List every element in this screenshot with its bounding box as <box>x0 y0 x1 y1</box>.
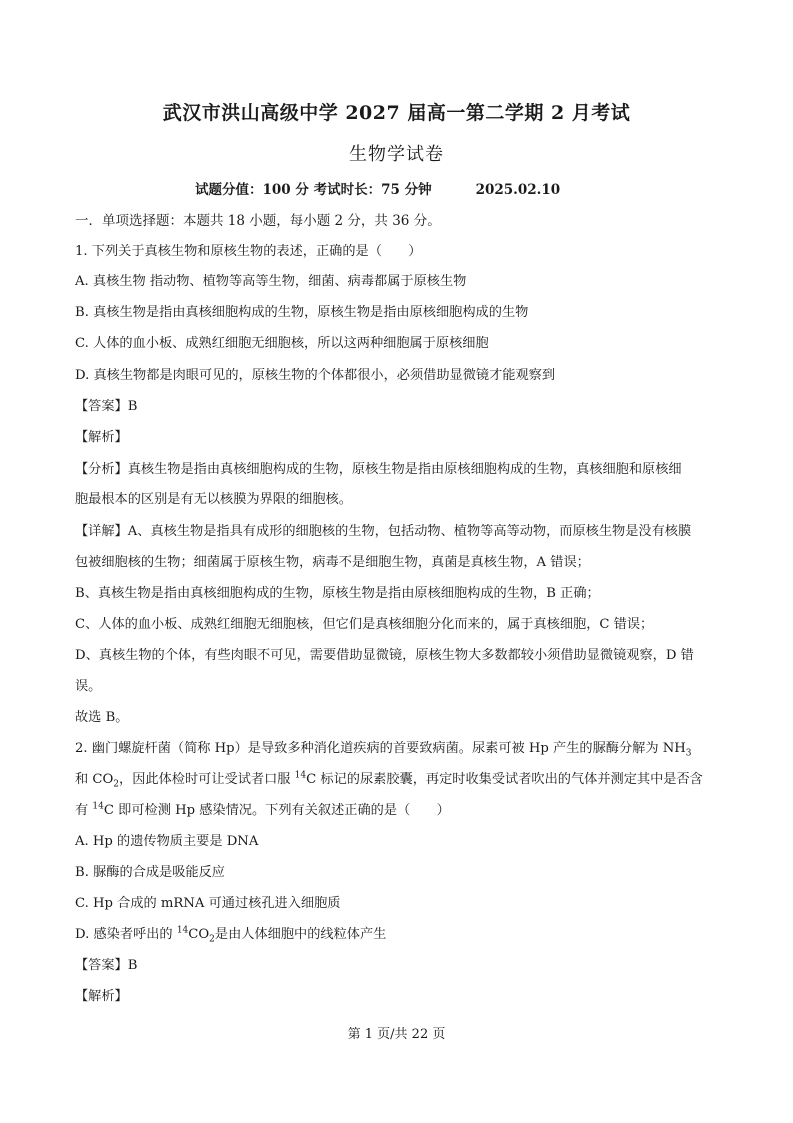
q1-option-b: B. 真核生物是指由真核细胞构成的生物，原核生物是指由原核细胞构成的生物 <box>75 305 529 320</box>
q1-conclusion: 故选 B。 <box>75 710 129 725</box>
q1-fenxi-line2: 胞最根本的区别是有无以核膜为界限的细胞核。 <box>75 492 352 507</box>
score-duration: 试题分值：100 分 考试时长：75 分钟 <box>195 182 432 198</box>
exam-subtitle: 生物学试卷 <box>349 144 444 165</box>
exam-info <box>195 178 560 198</box>
q1-analysis-label: 【解析】 <box>75 430 128 445</box>
q1-stem: 1. 下列关于真核生物和原核生物的表述，正确的是（ ） <box>75 244 422 259</box>
q1-option-a: A. 真核生物 指动物、植物等高等生物，细菌、病毒都属于原核生物 <box>75 274 467 289</box>
q2-option-c: C. Hp 合成的 mRNA 可通过核孔进入细胞质 <box>75 896 341 911</box>
q1-fenxi-line1: 【分析】真核生物是指由真核细胞构成的生物，原核生物是指由原核细胞构成的生物，真核细胞和原核细 <box>75 462 682 477</box>
q2-analysis-label: 【解析】 <box>75 989 128 1004</box>
q2-answer: 【答案】B <box>75 958 138 973</box>
q1-detail-line2: 包被细胞核的生物；细菌属于原核生物，病毒不是细胞生物，真菌是真核生物，A 错误； <box>75 555 590 570</box>
q1-answer: 【答案】B <box>75 399 138 414</box>
section-heading: 一．单项选择题：本题共 18 小题，每小题 2 分，共 36 分。 <box>75 213 441 229</box>
q1-detail-line1: 【详解】A、真核生物是指具有成形的细胞核的生物，包括动物、植物等高等动物，而原核生物是没有核膜 <box>75 524 692 539</box>
page-footer: 第 1 页/共 22 页 <box>347 1027 446 1042</box>
q1-option-c: C. 人体的血小板、成熟红细胞无细胞核，所以这两种细胞属于原核细胞 <box>75 336 489 351</box>
q1-option-d: D. 真核生物都是肉眼可见的，原核生物的个体都很小，必须借助显微镜才能观察到 <box>75 368 556 383</box>
q2-option-d: D. 感染者呼出的 $^{14}CO_2$是由人体细胞中的线粒体产生 <box>75 925 387 945</box>
q1-detail-b: B、真核生物是指由真核细胞构成的生物，原核生物是指由原核细胞构成的生物，B 正确； <box>75 586 600 601</box>
q2-option-b: B. 脲酶的合成是吸能反应 <box>75 865 225 880</box>
q2-option-a: A. Hp 的遗传物质主要是 DNA <box>75 834 259 849</box>
exam-date: 2025.02.10 <box>475 182 561 198</box>
q1-detail-d-line2: 误。 <box>75 679 102 694</box>
exam-title: 武汉市洪山高级中学 2027 届高一第二学期 2 月考试 <box>162 102 631 124</box>
q1-detail-c: C、人体的血小板、成熟红细胞无细胞核，但它们是真核细胞分化而来的，属于真核细胞，C 错误； <box>75 617 654 632</box>
q1-detail-d-line1: D、真核生物的个体，有些肉眼不可见，需要借助显微镜，原核生物大多数都较小须借助显微镜观察，D 错 <box>75 648 694 663</box>
q2-stem-line3: 有 $^{14}$C 即可检测 Hp 感染情况。下列有关叙述正确的是（ ） <box>75 801 450 818</box>
q2-stem-line2: 和 $CO_2$，因此体检时可让受试者口服 $^{14}$C 标记的尿素胶囊，再定时收集受试者吹出的气体并测定其中是否含 <box>75 770 703 790</box>
q2-stem-line1: 2. 幽门螺旋杆菌（简称 Hp）是导致多种消化道疾病的首要致病菌。尿素可被 Hp 产生的脲酶分解为 $NH_3$ <box>75 741 692 759</box>
